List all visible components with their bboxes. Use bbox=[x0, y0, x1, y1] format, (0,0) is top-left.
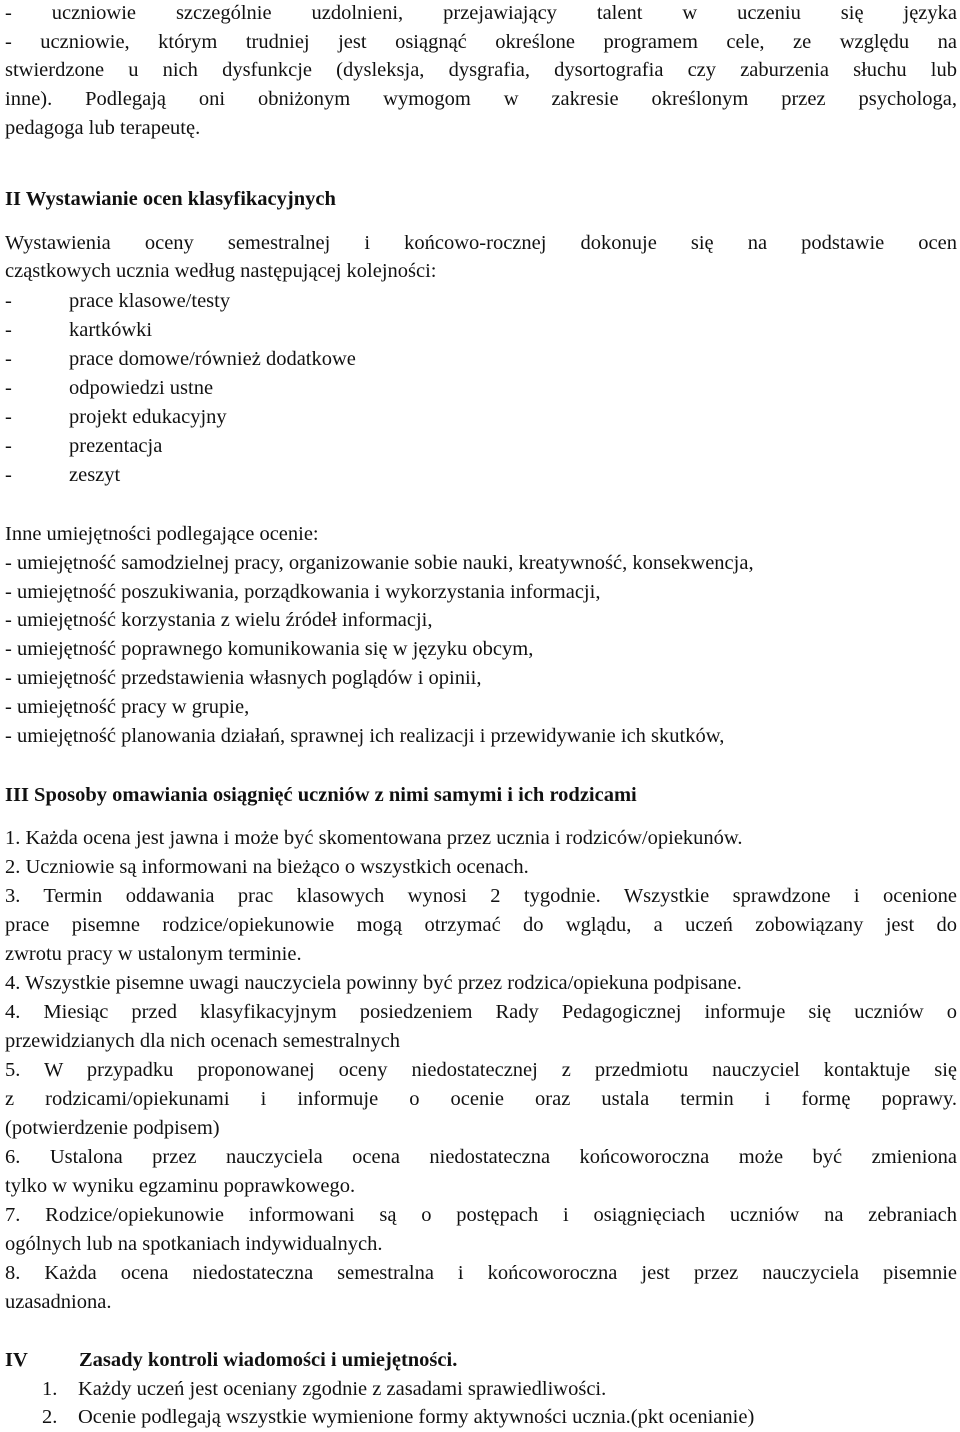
numbered-list-item bbox=[5, 1376, 957, 1402]
section-3-heading: III Sposoby omawiania osiągnięć uczniów z nimi samymi i ich rodzicami bbox=[5, 784, 637, 806]
intro-line: pedagoga lub terapeutę. bbox=[5, 117, 201, 139]
list-item-text: prace domowe/również dodatkowe bbox=[69, 348, 356, 370]
section-3-line: ogólnych lub na spotkaniach indywidualnych. bbox=[5, 1233, 383, 1255]
skill-line: - umiejętność pracy w grupie, bbox=[5, 696, 250, 718]
section-3-line: (potwierdzenie podpisem) bbox=[5, 1117, 220, 1139]
list-item-text: Ocenie podlegają wszystkie wymienione formy aktywności ucznia.(pkt ocenianie) bbox=[78, 1406, 755, 1428]
list-item-text: prezentacja bbox=[69, 435, 163, 457]
list-dash: - bbox=[5, 319, 12, 341]
list-dash: - bbox=[5, 290, 12, 312]
section-3-line: 2. Uczniowie są informowani na bieżąco o wszystkich ocenach. bbox=[5, 856, 529, 878]
list-item-text: zeszyt bbox=[69, 464, 121, 486]
intro-line: - uczniowie, którym trudniej jest osiągnąć określone programem cele, ze względu na bbox=[5, 31, 957, 53]
list-item-text: odpowiedzi ustne bbox=[69, 377, 214, 399]
skill-line: - umiejętność planowania działań, sprawnej ich realizacji i przewidywanie ich skutków, bbox=[5, 725, 725, 747]
section-3-line: tylko w wyniku egzaminu poprawkowego. bbox=[5, 1175, 356, 1197]
skill-line: - umiejętność poprawnego komunikowania się w języku obcym, bbox=[5, 638, 534, 660]
skills-heading: Inne umiejętności podlegające ocenie: bbox=[5, 523, 319, 545]
intro-line: inne). Podlegają oni obniżonym wymogom w zakresie określonym przez psychologa, bbox=[5, 88, 957, 110]
section-4-heading bbox=[5, 1347, 957, 1373]
list-dash: - bbox=[5, 406, 12, 428]
skill-line: - umiejętność korzystania z wielu źródeł informacji, bbox=[5, 609, 433, 631]
section-2-heading: II Wystawianie ocen klasyfikacyjnych bbox=[5, 188, 336, 210]
section-3-line: zwrotu pracy w ustalonym terminie. bbox=[5, 943, 302, 965]
list-dash: - bbox=[5, 377, 12, 399]
section-3-line: 3. Termin oddawania prac klasowych wynosi 2 tygodnie. Wszystkie sprawdzone i ocenione bbox=[5, 885, 957, 907]
section-3-line: 4. Wszystkie pisemne uwagi nauczyciela powinny być przez rodzica/opiekuna podpisane. bbox=[5, 972, 742, 994]
section-3-line: uzasadniona. bbox=[5, 1291, 112, 1313]
section-3-line: 8. Każda ocena niedostateczna semestralna i końcoworoczna jest przez nauczyciela pisemnie bbox=[5, 1262, 957, 1284]
section-2-intro-line: Wystawienia oceny semestralnej i końcowo-rocznej dokonuje się na podstawie ocen bbox=[5, 232, 957, 254]
section-3-line: z rodzicami/opiekunami i informuje o ocenie oraz ustala termin i formę poprawy. bbox=[5, 1088, 957, 1110]
section-2-intro-line: cząstkowych ucznia według następującej kolejności: bbox=[5, 260, 437, 282]
list-number: 2. bbox=[42, 1406, 58, 1428]
skill-line: - umiejętność przedstawienia własnych poglądów i opinii, bbox=[5, 667, 482, 689]
section-3-line: 4. Miesiąc przed klasyfikacyjnym posiedzeniem Rady Pedagogicznej informuje się uczniów o bbox=[5, 1001, 957, 1023]
section-3-line: prace pisemne rodzice/opiekunowie mogą otrzymać do wglądu, a uczeń zobowiązany jest do bbox=[5, 914, 957, 936]
section-3-line: 1. Każda ocena jest jawna i może być skomentowana przez ucznia i rodziców/opiekunów. bbox=[5, 827, 743, 849]
skill-line: - umiejętność poszukiwania, porządkowania i wykorzystania informacji, bbox=[5, 581, 601, 603]
list-number: 1. bbox=[42, 1378, 58, 1400]
section-3-line: 7. Rodzice/opiekunowie informowani są o postępach i osiągnięciach uczniów na zebraniach bbox=[5, 1204, 957, 1226]
numbered-list-item bbox=[5, 1404, 957, 1430]
list-item-text: projekt edukacyjny bbox=[69, 406, 227, 428]
list-item-text: prace klasowe/testy bbox=[69, 290, 231, 312]
section-4-number: IV bbox=[5, 1349, 28, 1371]
section-3-line: przewidzianych dla nich ocenach semestralnych bbox=[5, 1030, 401, 1052]
skill-line: - umiejętność samodzielnej pracy, organizowanie sobie nauki, kreatywność, konsekwencja, bbox=[5, 552, 754, 574]
list-dash: - bbox=[5, 464, 12, 486]
section-3-line: 5. W przypadku proponowanej oceny niedostatecznej z przedmiotu nauczyciel kontaktuje się bbox=[5, 1059, 957, 1081]
list-dash: - bbox=[5, 348, 12, 370]
list-item-text: kartkówki bbox=[69, 319, 153, 341]
intro-line: stwierdzone u nich dysfunkcje (dysleksja, dysgrafia, dysortografia czy zaburzenia słuchu lub bbox=[5, 59, 957, 81]
section-4-title: Zasady kontroli wiadomości i umiejętności. bbox=[79, 1349, 458, 1371]
list-dash: - bbox=[5, 435, 12, 457]
list-item-text: Każdy uczeń jest oceniany zgodnie z zasadami sprawiedliwości. bbox=[78, 1378, 607, 1400]
intro-line: - uczniowie szczególnie uzdolnieni, przejawiający talent w uczeniu się języka bbox=[5, 2, 957, 24]
section-3-line: 6. Ustalona przez nauczyciela ocena niedostateczna końcoworoczna może być zmieniona bbox=[5, 1146, 957, 1168]
